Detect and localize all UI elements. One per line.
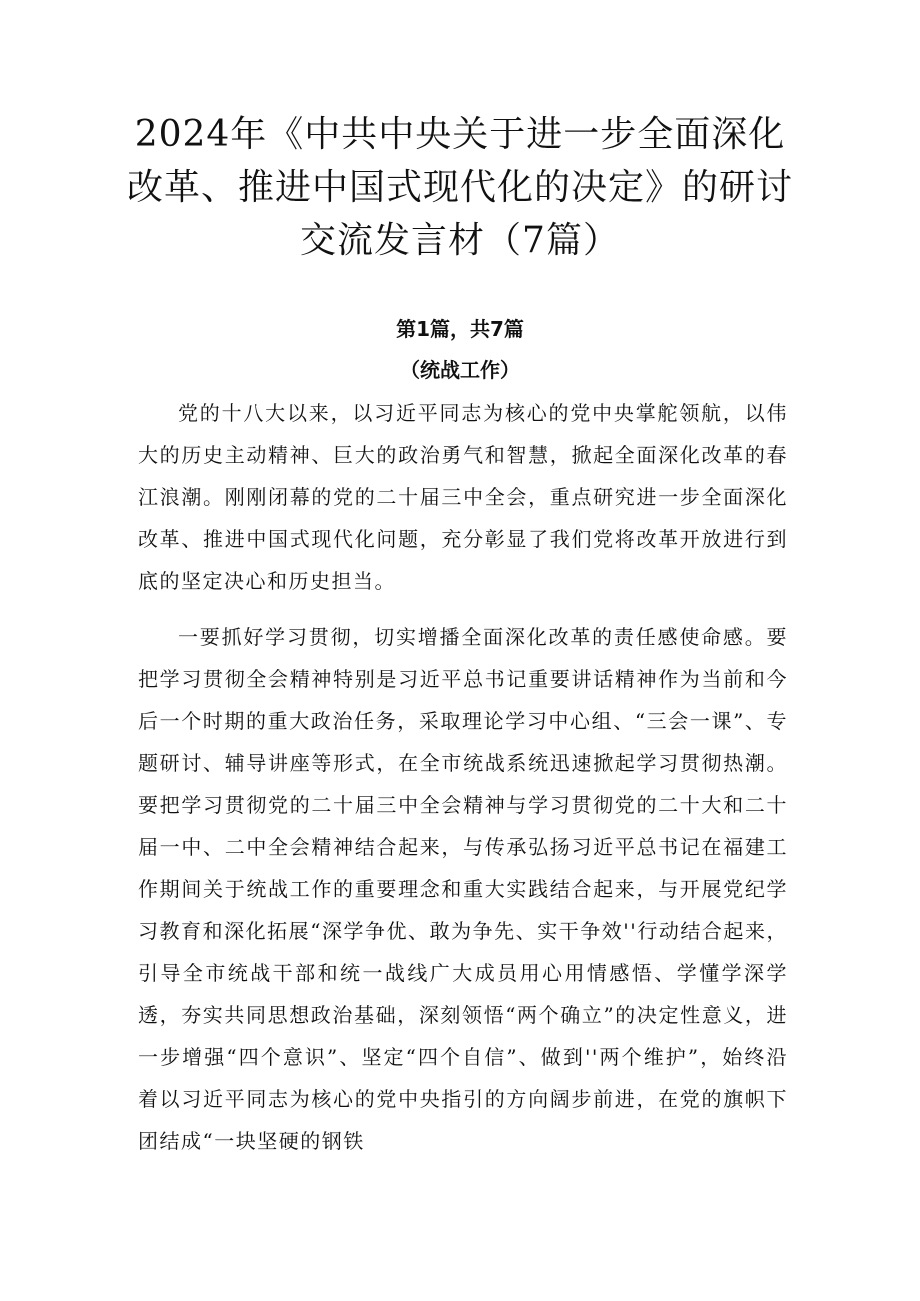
- section-subtitle: （统战工作）: [400, 358, 520, 382]
- document-body: [138, 392, 788, 1176]
- part-label: 第1篇，共7篇: [396, 317, 524, 341]
- body-paragraph: 一要抓好学习贯彻，切实增播全面深化改革的责任感使命感。要把学习贯彻全会精神特别是习近平总书记重要讲话精神作为当前和今后一个时期的重大政治任务，采取理论学习中心组、“三会一课”、专题研讨、辅导讲座等形式，在全市统战系统迅速掀起学习贯彻热潮。要把学习贯彻党的二十届三中全会精神与学习贯彻党的二十大和二十届一中、二中全会精神结合起来，与传承弘扬习近平总书记在福建工作期间关于统战工作的重要理念和重大实践结合起来，与开展党纪学习教育和深化拓展“深学争优、敢为争先、实干争效''行动结合起来，引导全市统战干部和统一战线广大成员用心用情感悟、学懂学深学透，夯实共同思想政治基础，深刻领悟“两个确立”的决定性意义，进一步增强“四个意识”、坚定“四个自信”、做到''两个维护”，始终沿着以习近平同志为核心的党中央指引的方向阔步前进，在党的旗帜下团结成“一块坚硬的钢铁: [138, 625, 788, 1153]
- document-title: 2024年《中共中央关于进一步全面深化改革、推进中国式现代化的决定》的研讨交流发言材（7篇）: [126, 114, 793, 261]
- body-paragraph: 党的十八大以来，以习近平同志为核心的党中央掌舵领航，以伟大的历史主动精神、巨大的政治勇气和智慧，掀起全面深化改革的春江浪潮。刚刚闭幕的党的二十届三中全会，重点研究进一步全面深化改革、推进中国式现代化问题，充分彰显了我们党将改革开放进行到底的坚定决心和历史担当。: [138, 401, 788, 593]
